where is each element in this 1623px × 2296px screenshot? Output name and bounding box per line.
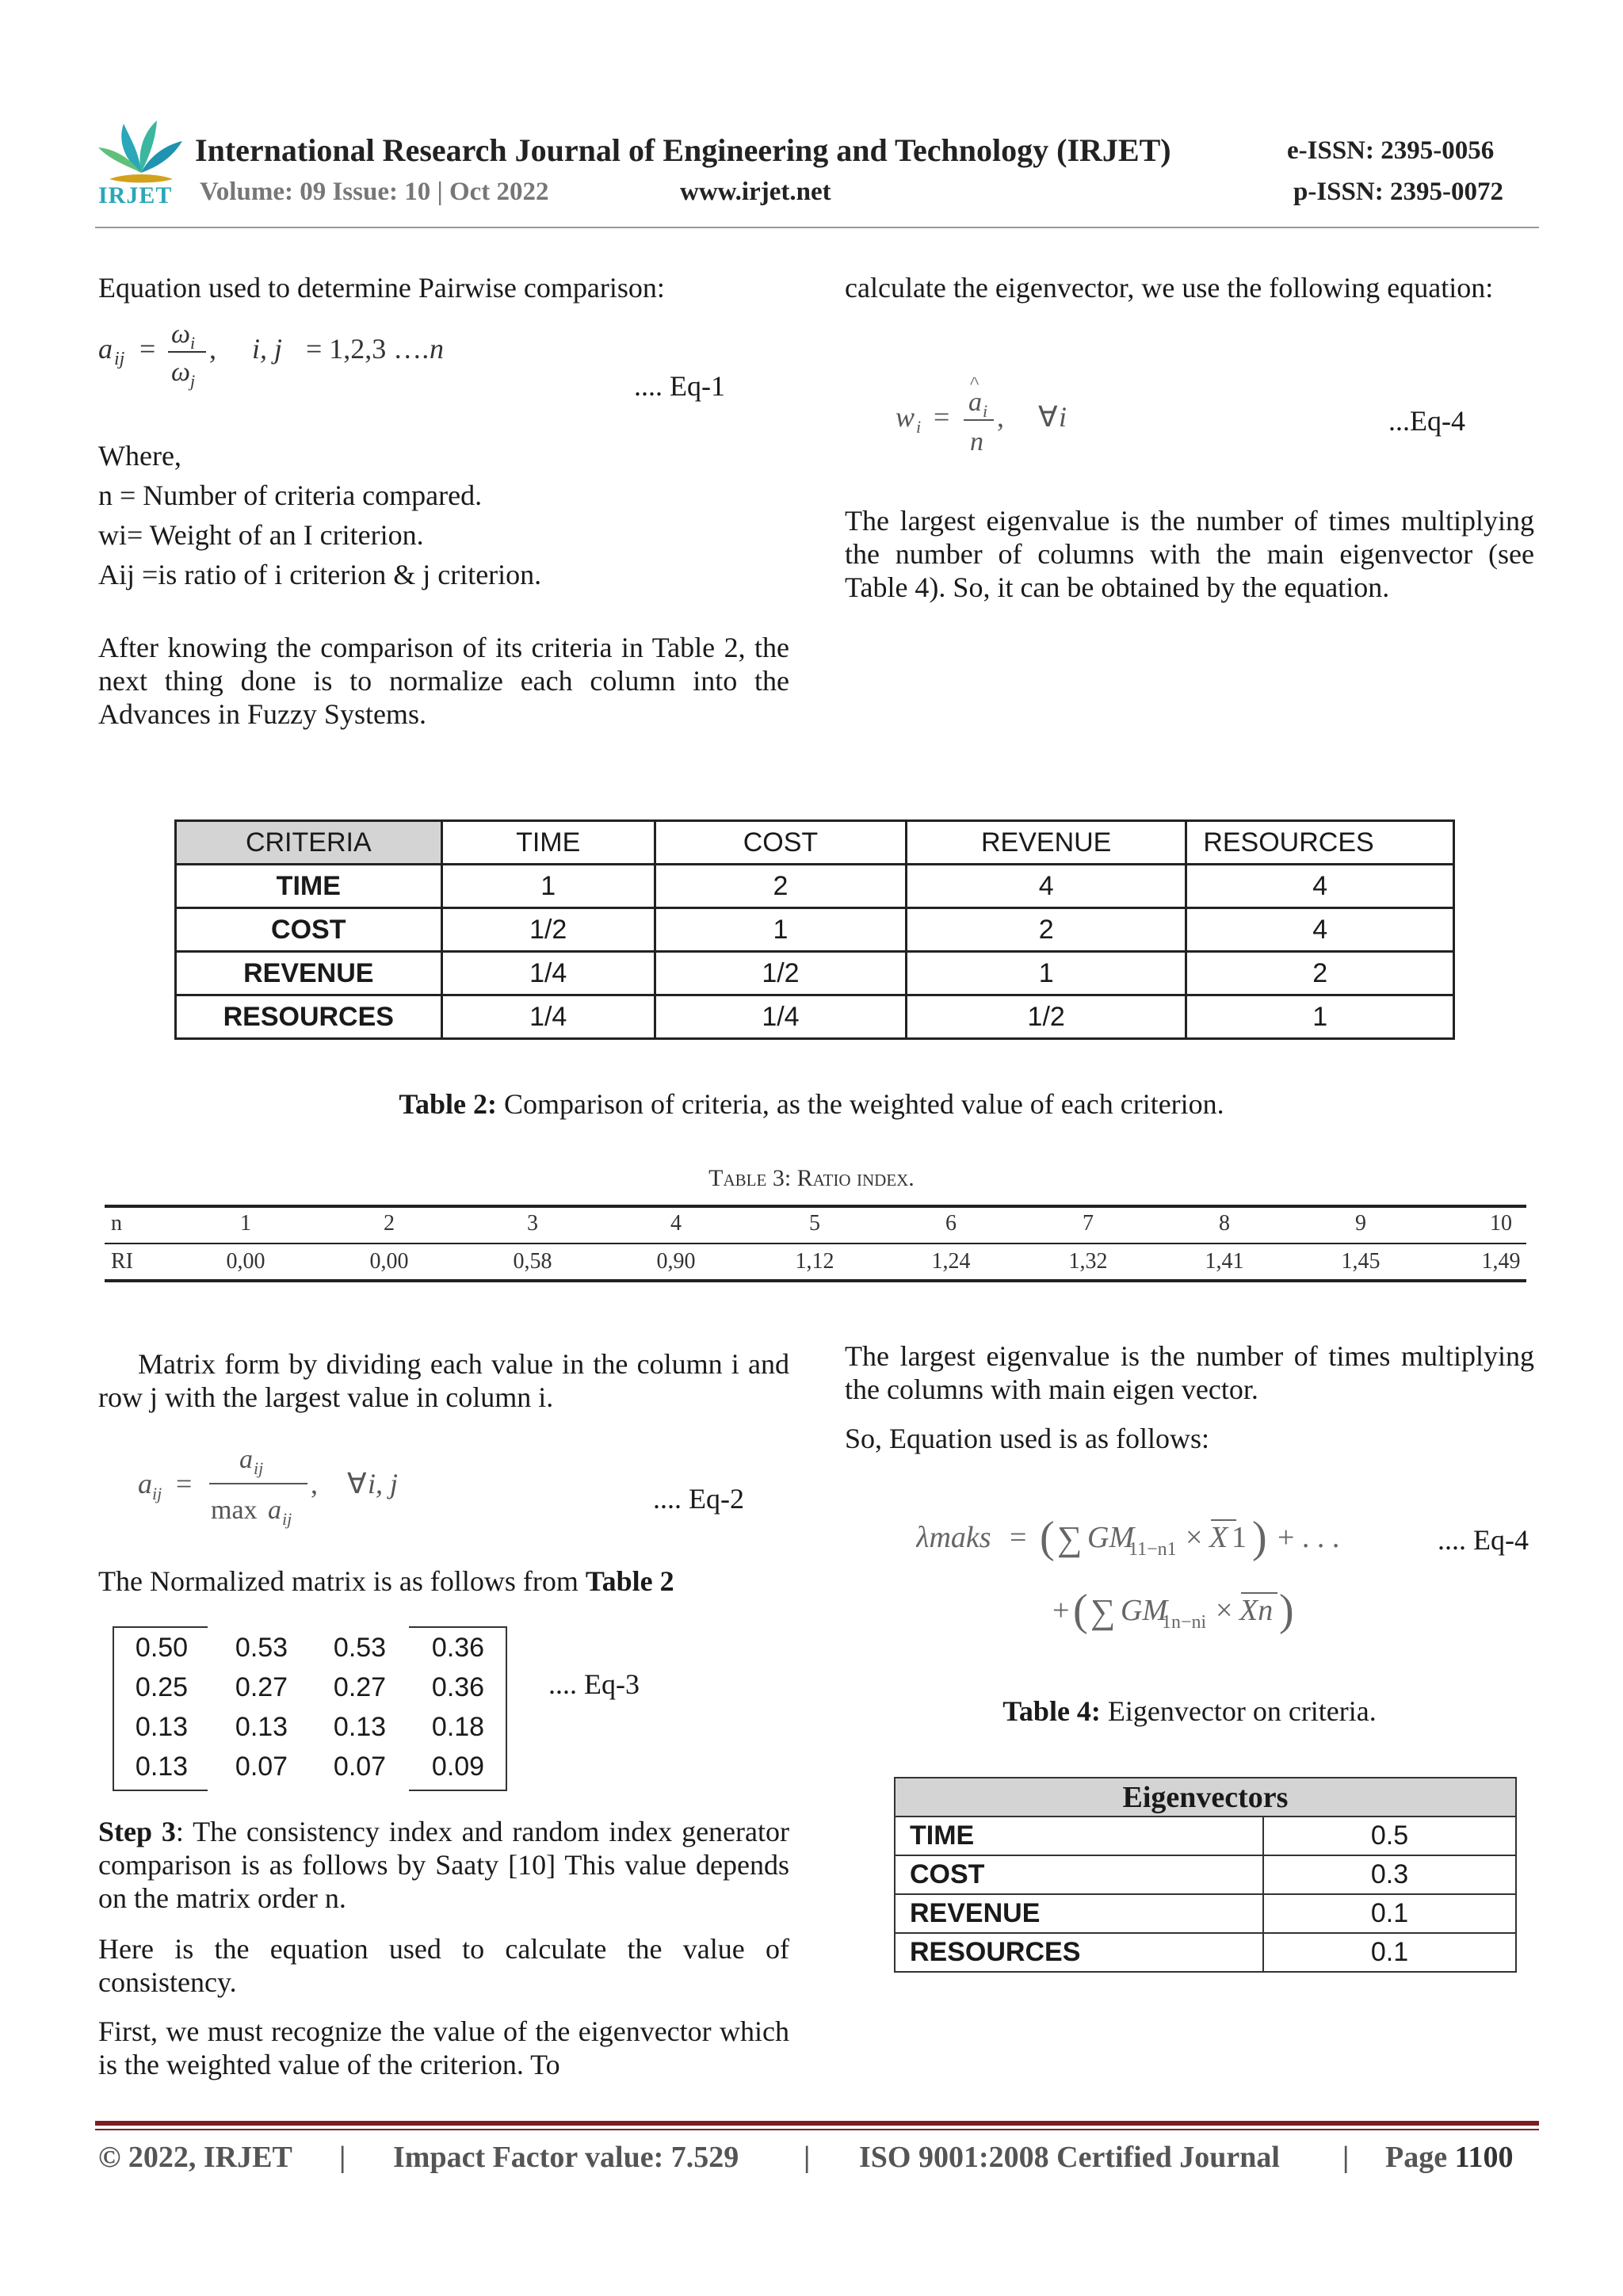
svg-text:^: ^ [970,377,980,393]
svg-text:i: i [190,333,196,353]
row-header: TIME [176,865,442,908]
table-cell: 1/4 [655,995,906,1039]
matrix-cell: 0.27 [333,1672,387,1702]
svg-text:,: , [997,401,1004,433]
table-3-n-cell: 2 [384,1211,395,1236]
matrix-cell: 0.36 [431,1672,485,1702]
table-2-criteria-comparison [174,819,1455,1040]
normalized-matrix-ref: Table 2 [585,1565,674,1597]
svg-text:ω: ω [171,357,191,387]
normalized-matrix [113,1626,509,1794]
table-3-n-cell: 1 [240,1211,251,1236]
svg-text:∀: ∀ [1038,401,1058,433]
largest-eigenvalue-paragraph: The largest eigenvalue is the number of times multiplying the number of columns with the main eigenvector (see Table 4). So, it can be obtained by the equation. [845,505,1534,603]
largest-eigenvalue-paragraph-2: The largest eigenvalue is the number of times multiplying the columns with main eigen vector. [845,1340,1534,1405]
svg-text:i: i [983,401,988,421]
table-4-eigenvectors [894,1777,1517,1973]
table-3-n-cell: 4 [670,1211,682,1236]
table-row [176,908,1454,952]
table-row [176,995,1454,1039]
table-3-ri-cell: 0,00 [226,1249,265,1274]
svg-text:=: = [1010,1521,1027,1554]
svg-text:max: max [211,1496,258,1525]
svg-text:=: = [139,333,156,365]
table-4-caption-label: Table 4: [1002,1695,1101,1727]
svg-text:+ . . .: + . . . [1277,1521,1340,1554]
table-3-n-cell: 7 [1083,1211,1094,1236]
svg-text:i: i [1059,401,1067,433]
table-3-ri-cell: 0,58 [513,1249,552,1274]
table-cell: 1/2 [441,908,655,952]
svg-text:i: i [916,417,922,437]
table-header-row [176,821,1454,865]
svg-text:∑: ∑ [1057,1519,1083,1558]
table-cell: 4 [1186,908,1454,952]
svg-text:+: + [1052,1594,1070,1627]
table-3-top-rule [105,1205,1526,1208]
definition-n: n = Number of criteria compared. [98,479,483,511]
svg-text:): ) [1279,1586,1294,1635]
consistency-paragraph: Here is the equation used to calculate the value of consistency. [98,1933,789,1998]
svg-text:ij: ij [254,1458,264,1478]
definition-aij: Aij =is ratio of i criterion & j criterion. [98,559,542,590]
table-row [895,1855,1516,1894]
svg-text:ij: ij [282,1509,292,1529]
table-3-ri-cell: 0,00 [369,1249,409,1274]
table-cell: 1/4 [441,952,655,995]
matrix-cell: 0.13 [135,1712,189,1742]
matrix-cell: 0.13 [135,1752,189,1782]
step-3-text: : The consistency index and random index generator comparison is as follows by Saaty [10] This value depends on the matrix order n. [98,1816,789,1914]
table-3-n-cell: 8 [1219,1211,1230,1236]
table-row [895,1933,1516,1972]
table-cell: 1/2 [655,952,906,995]
journal-website[interactable]: www.irjet.net [680,178,831,206]
table-3-bottom-rule [105,1279,1526,1282]
row-header: COST [895,1855,1263,1894]
column-header: COST [655,821,906,865]
svg-text:j: j [190,371,196,391]
table-cell: 2 [655,865,906,908]
normalized-matrix-intro [98,1564,674,1598]
definition-wi: wi= Weight of an I criterion. [98,519,424,551]
normalize-paragraph: After knowing the comparison of its criteria in Table 2, the next thing done is to normalize each column into the Advances in Fuzzy Systems. [98,632,789,730]
svg-text:a: a [968,388,982,417]
table-cell: 1/4 [441,995,655,1039]
matrix-cell: 0.25 [135,1672,189,1702]
journal-logo [94,117,189,211]
svg-text:n: n [430,333,444,365]
svg-text:a: a [138,1468,152,1499]
table-3-n-cell: 3 [527,1211,538,1236]
svg-text:i, j: i, j [252,333,283,365]
svg-text:,: , [311,1468,318,1499]
table-2-caption [0,1087,1623,1121]
step-3-paragraph [98,1815,789,1915]
table-3-n-cell: 9 [1355,1211,1366,1236]
equation-4 [896,377,1102,464]
table-2-caption-label: Table 2: [399,1088,498,1120]
svg-text:λmaks: λmaks [916,1521,991,1554]
eigenvector-paragraph: First, we must recognize the value of the eigenvector which is the weighted value of the criterion. To [98,2015,789,2080]
table-3-ri-cell: 1,45 [1341,1249,1381,1274]
table-3-ri-cell: 1,41 [1205,1249,1244,1274]
table-cell: 4 [1186,865,1454,908]
table-cell: 0.1 [1263,1894,1516,1933]
eq2-label: .... Eq-2 [653,1483,744,1515]
table-cell: 1/2 [907,995,1186,1039]
table-cell: 0.5 [1263,1817,1516,1855]
table-row [176,865,1454,908]
footer-rule-thick [95,2121,1539,2126]
normalized-matrix-text: The Normalized matrix is as follows from [98,1565,586,1597]
table-2-caption-text: Comparison of criteria, as the weighted value of each criterion. [497,1088,1224,1120]
e-issn: e-ISSN: 2395-0056 [1287,136,1495,165]
table-3-n-label: n [111,1211,122,1236]
table-3-ri-cell: 1,12 [795,1249,834,1274]
svg-text:X: X [1209,1521,1228,1554]
svg-text:1: 1 [1232,1521,1247,1554]
table-cell: 2 [1186,952,1454,995]
eq4-label: ...Eq-4 [1388,405,1465,437]
table-3-n-cell: 5 [809,1211,820,1236]
svg-text:,: , [209,333,216,365]
equation-used-text: So, Equation used is as follows: [845,1423,1209,1454]
svg-text:∀: ∀ [347,1468,367,1499]
table-cell: 1 [655,908,906,952]
matrix-cell: 0.36 [431,1633,485,1663]
table-cell: 0.3 [1263,1855,1516,1894]
table-row [895,1817,1516,1855]
svg-text:ω: ω [171,319,191,349]
logo-text: IRJET [98,182,173,208]
eq4b-label: .... Eq-4 [1438,1524,1529,1556]
footer-rule-thin [95,2129,1539,2130]
svg-text:11−n1: 11−n1 [1128,1539,1177,1560]
column-header: CRITERIA [176,821,442,865]
eigenvector-intro: calculate the eigenvector, we use the following equation: [845,272,1494,304]
table-3-ri-cell: 0,90 [656,1249,696,1274]
equation-lambda-max [916,1503,1392,1645]
svg-text:n: n [970,427,983,457]
svg-text:a: a [98,333,113,365]
eq1-label: .... Eq-1 [634,370,725,402]
footer-page [1385,2140,1513,2175]
table-3-ri-cell: 1,32 [1068,1249,1108,1274]
table-3-title: Table 3: Ratio index. [708,1165,915,1191]
row-header: RESOURCES [176,995,442,1039]
svg-text:GM: GM [1121,1594,1168,1627]
column-header: REVENUE [907,821,1186,865]
svg-text:a: a [239,1445,253,1474]
matrix-cell: 0.50 [135,1633,189,1663]
svg-text:=: = [934,401,950,433]
eigenvectors-header: Eigenvectors [895,1778,1516,1817]
svg-text:∑: ∑ [1090,1592,1116,1631]
table-cell: 1 [907,952,1186,995]
footer-page-label: Page [1385,2141,1455,2174]
matrix-cell: 0.09 [431,1752,485,1782]
table-cell: 2 [907,908,1186,952]
header-rule [95,227,1539,228]
matrix-form-paragraph: Matrix form by dividing each value in the column i and row j with the largest value in column i. [98,1348,789,1413]
table-3-mid-rule [105,1243,1526,1244]
matrix-cell: 0.18 [431,1712,485,1742]
svg-text:a: a [268,1496,281,1525]
table-3-n-cell: 6 [945,1211,957,1236]
footer-separator: | [339,2141,346,2174]
table-row [895,1894,1516,1933]
svg-text:ij: ij [114,349,125,369]
svg-text:(: ( [1073,1586,1088,1635]
p-issn: p-ISSN: 2395-0072 [1293,178,1503,206]
svg-text:= 1,2,3 ….: = 1,2,3 …. [306,333,430,365]
table-4-caption [845,1694,1534,1728]
footer-separator: | [1342,2141,1350,2174]
table-4-caption-text: Eigenvector on criteria. [1100,1695,1377,1727]
column-header: TIME [441,821,655,865]
equation-2 [138,1441,423,1536]
volume-issue: Volume: 09 Issue: 10 | Oct 2022 [200,178,549,206]
step-3-label: Step 3 [98,1816,176,1847]
column-header: RESOURCES [1186,821,1454,865]
table-3-ri-cell: 1,49 [1481,1249,1521,1274]
svg-text:=: = [176,1468,193,1499]
matrix-cell: 0.07 [333,1752,387,1782]
footer-impact-factor: Impact Factor value: 7.529 [393,2141,739,2174]
table-cell: 0.1 [1263,1933,1516,1972]
row-header: RESOURCES [895,1933,1263,1972]
footer-separator: | [804,2141,811,2174]
table-cell: 1 [441,865,655,908]
svg-text:×: × [1186,1521,1203,1554]
matrix-cell: 0.13 [333,1712,387,1742]
matrix-cell: 0.13 [235,1712,288,1742]
svg-text:i, j: i, j [368,1468,399,1499]
footer-iso: ISO 9001:2008 Certified Journal [859,2141,1280,2174]
svg-text:(: ( [1040,1513,1055,1562]
matrix-cell: 0.27 [235,1672,288,1702]
pairwise-intro: Equation used to determine Pairwise comparison: [98,272,665,304]
table-row [176,952,1454,995]
svg-text:Xn: Xn [1239,1594,1274,1627]
footer-copyright: © 2022, IRJET [98,2141,292,2174]
table-3-n-cell: 10 [1490,1211,1512,1236]
row-header: REVENUE [176,952,442,995]
svg-text:×: × [1216,1594,1233,1627]
table-cell: 1 [1186,995,1454,1039]
journal-title: International Research Journal of Engineering and Technology (IRJET) [195,132,1171,168]
where-label: Where, [98,440,181,472]
svg-text:GM: GM [1087,1521,1135,1554]
matrix-cell: 0.07 [235,1752,288,1782]
row-header: REVENUE [895,1894,1263,1933]
table-header-row [895,1778,1516,1817]
eq3-label: .... Eq-3 [548,1668,640,1700]
matrix-cell: 0.53 [235,1633,288,1663]
table-3-ri-label: RI [111,1249,133,1274]
footer-page-number: 1100 [1454,2141,1514,2174]
matrix-cell: 0.53 [333,1633,387,1663]
svg-text:ij: ij [152,1484,162,1503]
row-header: COST [176,908,442,952]
table-cell: 4 [907,865,1186,908]
row-header: TIME [895,1817,1263,1855]
svg-text:w: w [896,401,915,433]
equation-1 [98,315,495,392]
svg-text:1n−ni: 1n−ni [1162,1612,1207,1633]
table-3-ri-cell: 1,24 [931,1249,971,1274]
svg-text:): ) [1252,1513,1267,1562]
